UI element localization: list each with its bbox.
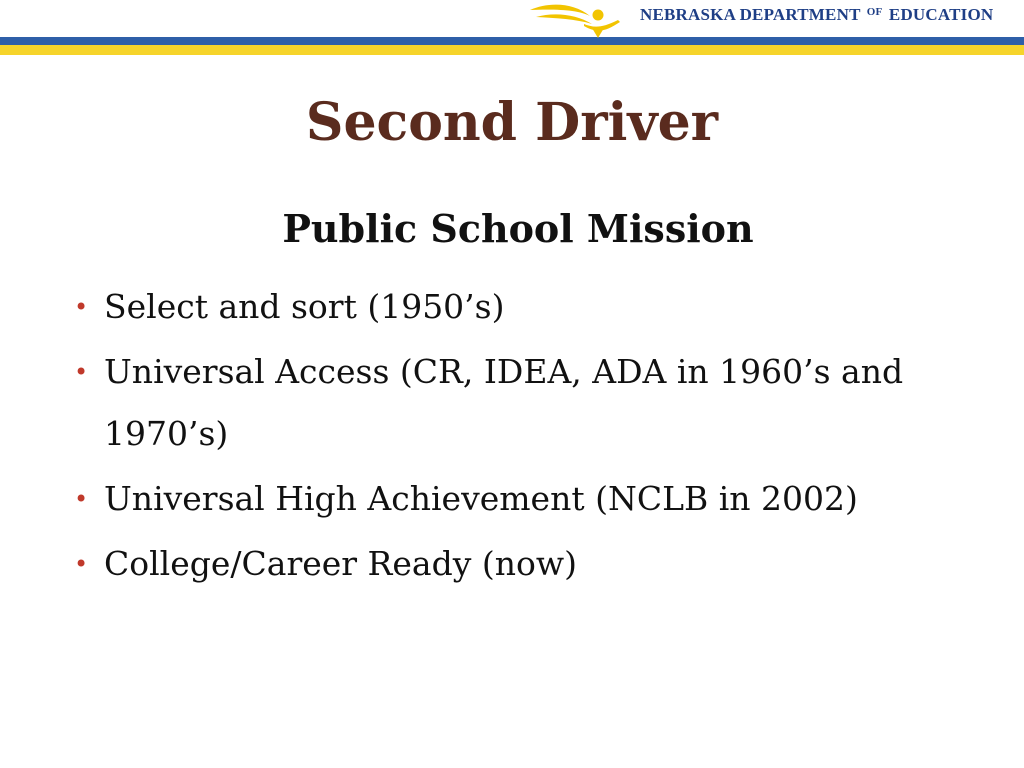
org-name-of: OF (866, 6, 883, 18)
header-yellow-stripe (0, 45, 1024, 55)
bullet-icon: • (74, 358, 89, 386)
slide-subtitle: Public School Mission (282, 206, 754, 251)
bullet-icon: • (74, 550, 89, 578)
bullet-item (74, 533, 954, 595)
bullet-text: Select and sort (1950’s) (104, 287, 505, 326)
bullet-item (74, 468, 954, 530)
bullet-text: Universal Access (CR, IDEA, ADA in 1960’s and 1970’s) (104, 352, 904, 453)
header-blue-stripe (0, 37, 1024, 45)
bullet-item (74, 276, 954, 338)
org-name-part1: NEBRASKA DEPARTMENT (640, 5, 861, 24)
organization-name (640, 5, 993, 25)
bullet-icon: • (74, 293, 89, 321)
bullet-text: College/Career Ready (now) (104, 544, 577, 583)
bullet-item (74, 341, 954, 465)
bullet-list (74, 276, 954, 598)
bullet-icon: • (74, 485, 89, 513)
org-name-part2: EDUCATION (888, 5, 994, 24)
slide-title: Second Driver (305, 92, 719, 153)
bullet-text: Universal High Achievement (NCLB in 2002) (104, 479, 858, 518)
nde-logo-icon (528, 0, 640, 40)
